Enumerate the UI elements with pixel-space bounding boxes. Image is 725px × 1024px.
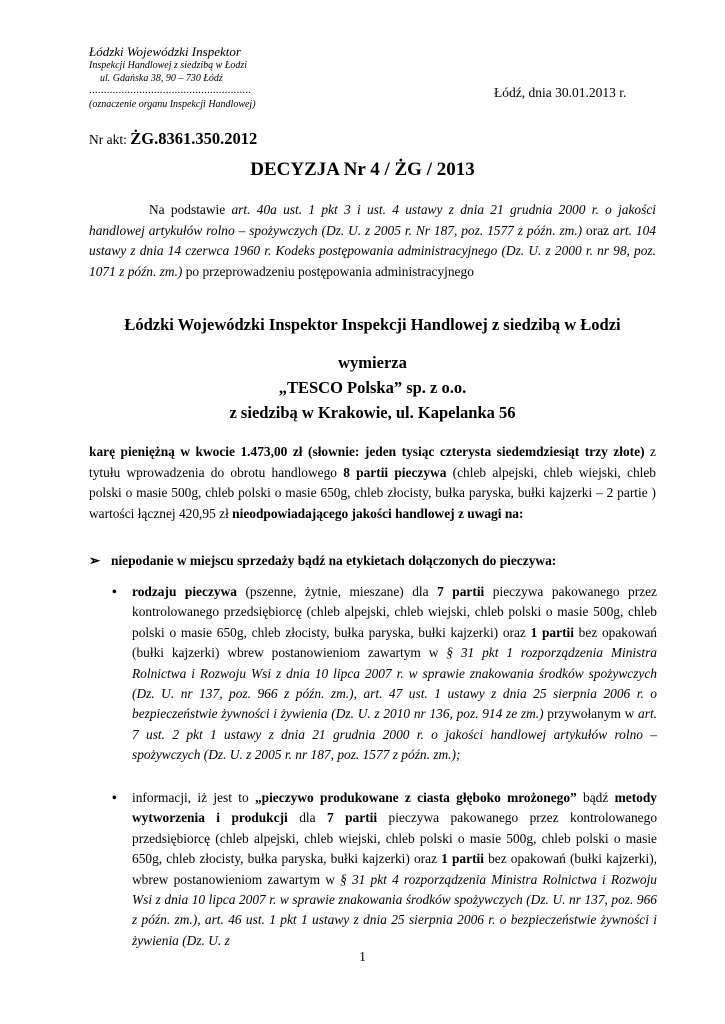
bullet-dot-icon: • — [112, 790, 117, 805]
bullet1-text-1: (pszenne, żytnie, mieszane) dla — [236, 584, 438, 599]
bullet2-text-2: bądź — [576, 790, 615, 805]
list-item — [112, 788, 657, 951]
bullet1-legal-ref-2: art. 7 ust. 2 pkt 1 ustawy z dnia 21 grudnia 2000 r. o jakości handlowej artykułów rolno – spożywczych (Dz. U. z 2005 r. nr 187, poz. 1577 z późn. zm.); — [132, 706, 658, 763]
penalty-batches: 8 partii pieczywa — [343, 464, 447, 480]
page-number: 1 — [359, 949, 366, 964]
bullet-dot-icon: • — [112, 584, 117, 599]
penalty-text-1: z tytułu wprowadzenia do obrotu handlowego — [89, 444, 656, 480]
bullet2-quote: „pieczywo produkowane z ciasta głęboko mrożonego” — [254, 790, 577, 805]
bullet2-text-4: pieczywa pakowanego przez kontrolowanego przedsiębiorcę (chleb alpejski, chleb wiejski, chleb polski o masie 500g, chleb polski o masie 650g, chleb złocisty, bułka paryska, bułki kajzerki) oraz — [132, 810, 658, 867]
intro-legal-ref-2: art. 104 ustawy z dnia 14 czerwca 1960 r. Kodeks postępowania administracyjnego (Dz. U. z 2000 r. nr 98, poz. 1071 z późn. zm.) — [89, 222, 656, 279]
intro-text-1: Na podstawie — [149, 202, 232, 217]
authority-name: Łódzki Wojewódzki Inspektor Inspekcji Handlowej z siedzibą w Łodzi — [124, 315, 621, 334]
bullet1-text-3: bez opakowań (bułki kajzerki) wbrew postanowieniom zawartym w — [132, 624, 657, 661]
page-title: DECYZJA Nr 4 / ŻG / 2013 — [250, 159, 475, 180]
org-address: ul. Gdańska 38, 90 – 730 Łódź — [100, 73, 223, 84]
company-address: z siedzibą w Krakowie, ul. Kapelanka 56 — [229, 403, 516, 422]
company-name: „TESCO Polska” sp. z o.o. — [278, 378, 467, 397]
bullet2-batches: 7 partii — [326, 810, 378, 826]
bullet2-text-3: dla — [287, 810, 327, 826]
org-caption: (oznaczenie organu Inspekcji Handlowej) — [89, 99, 256, 110]
bullet2-batches-2: 1 partii — [441, 851, 484, 867]
intro-text-3: po przeprowadzeniu postępowania administracyjnego — [182, 263, 474, 279]
intro-paragraph — [89, 200, 656, 282]
bullet1-text-4: przywołanym w — [543, 706, 639, 722]
bullet2-text-1: informacji, iż jest to — [132, 790, 255, 805]
intro-legal-ref-1: art. 40a ust. 1 pkt 3 i ust. 4 ustawy z dnia 21 grudnia 2000 r. o jakości handlowej artykułów rolno – spożywczych (Dz. U. z 2005 r. Nr 187, poz. 1577 z późn. zm.) — [89, 202, 656, 238]
org-name-line1: Łódzki Wojewódzki Inspektor — [89, 44, 241, 59]
bullet1-batches: 7 partii — [437, 584, 485, 599]
decision-verb: wymierza — [338, 353, 407, 372]
bullet1-batches-2: 1 partii — [530, 624, 574, 640]
bullet1-legal-ref-1: § 31 pkt 1 rozporządzenia Ministra Rolnictwa i Rozwoju Wsi z dnia 10 lipca 2007 r. w sprawie znakowania środków spożywczych (Dz. U. nr 137, poz. 966 z późn. zm.), art. 47 ust. 1 ustawy z dnia 25 sierpnia 2006 r. o bezpieczeństwie żywności i żywienia (Dz. U. z 2010 nr 136, poz. 914 ze zm.) — [132, 645, 657, 722]
list-item-text — [132, 788, 657, 951]
list-item-text — [132, 582, 657, 766]
bullet2-method: metody wytworzenia i produkcji — [132, 790, 657, 826]
bullet2-text-5: bez opakowań (bułki kajzerki), wbrew postanowieniom zawartym w — [132, 851, 657, 887]
penalty-reason: nieodpowiadającego jakości handlowej z uwagi na: — [232, 505, 524, 521]
document-date: Łódź, dnia 30.01.2013 r. — [494, 85, 627, 100]
arrow-bullet-icon: ➢ — [89, 553, 101, 568]
signature-dots: ....................................................... — [89, 84, 252, 96]
bullet2-legal-ref: § 31 pkt 4 rozporządzenia Ministra Rolnictwa i Rozwoju Wsi z dnia 10 lipca 2007 r. w sprawie znakowania środków spożywczych (Dz. U. nr 137, poz. 966 z późn. zm.), art. 46 ust. 1 pkt 1 ustawy z dnia 25 sierpnia 2006 r. o bezpieczeństwie żywności i żywienia (Dz. U. z — [132, 871, 657, 948]
reason-heading — [89, 553, 659, 569]
case-number — [89, 129, 257, 149]
intro-text-2: oraz — [582, 222, 613, 238]
bullet1-text-2: pieczywa pakowanego przez kontrolowanego przedsiębiorcę (chleb alpejski, chleb wiejski, chleb polski o masie 500g, chleb polski o masie 650g, chleb złocisty, bułka paryska, bułki kajzerki) oraz — [132, 584, 657, 640]
reason-heading-text: niepodanie w miejscu sprzedaży bądź na etykietach dołączonych do pieczywa: — [111, 553, 557, 568]
penalty-text-2: (chleb alpejski, chleb wiejski, chleb polski o masie 500g, chleb polski o masie 650g, chleb złocisty, bułka paryska, bułki kajzerki – 2 partie ) wartości łącznej 420,95 zł — [89, 464, 657, 521]
list-item — [112, 582, 657, 766]
case-number-value: ŻG.8361.350.2012 — [130, 129, 258, 148]
penalty-paragraph — [89, 442, 656, 524]
case-number-label: Nr akt: — [89, 132, 127, 147]
penalty-amount: karę pieniężną w kwocie 1.473,00 zł (słownie: jeden tysiąc czterysta siedemdziesiąt trzy złote) — [89, 444, 645, 459]
org-name-line2: Inspekcji Handlowej z siedzibą w Łodzi — [89, 60, 248, 71]
bullet1-term: rodzaju pieczywa — [132, 584, 237, 599]
